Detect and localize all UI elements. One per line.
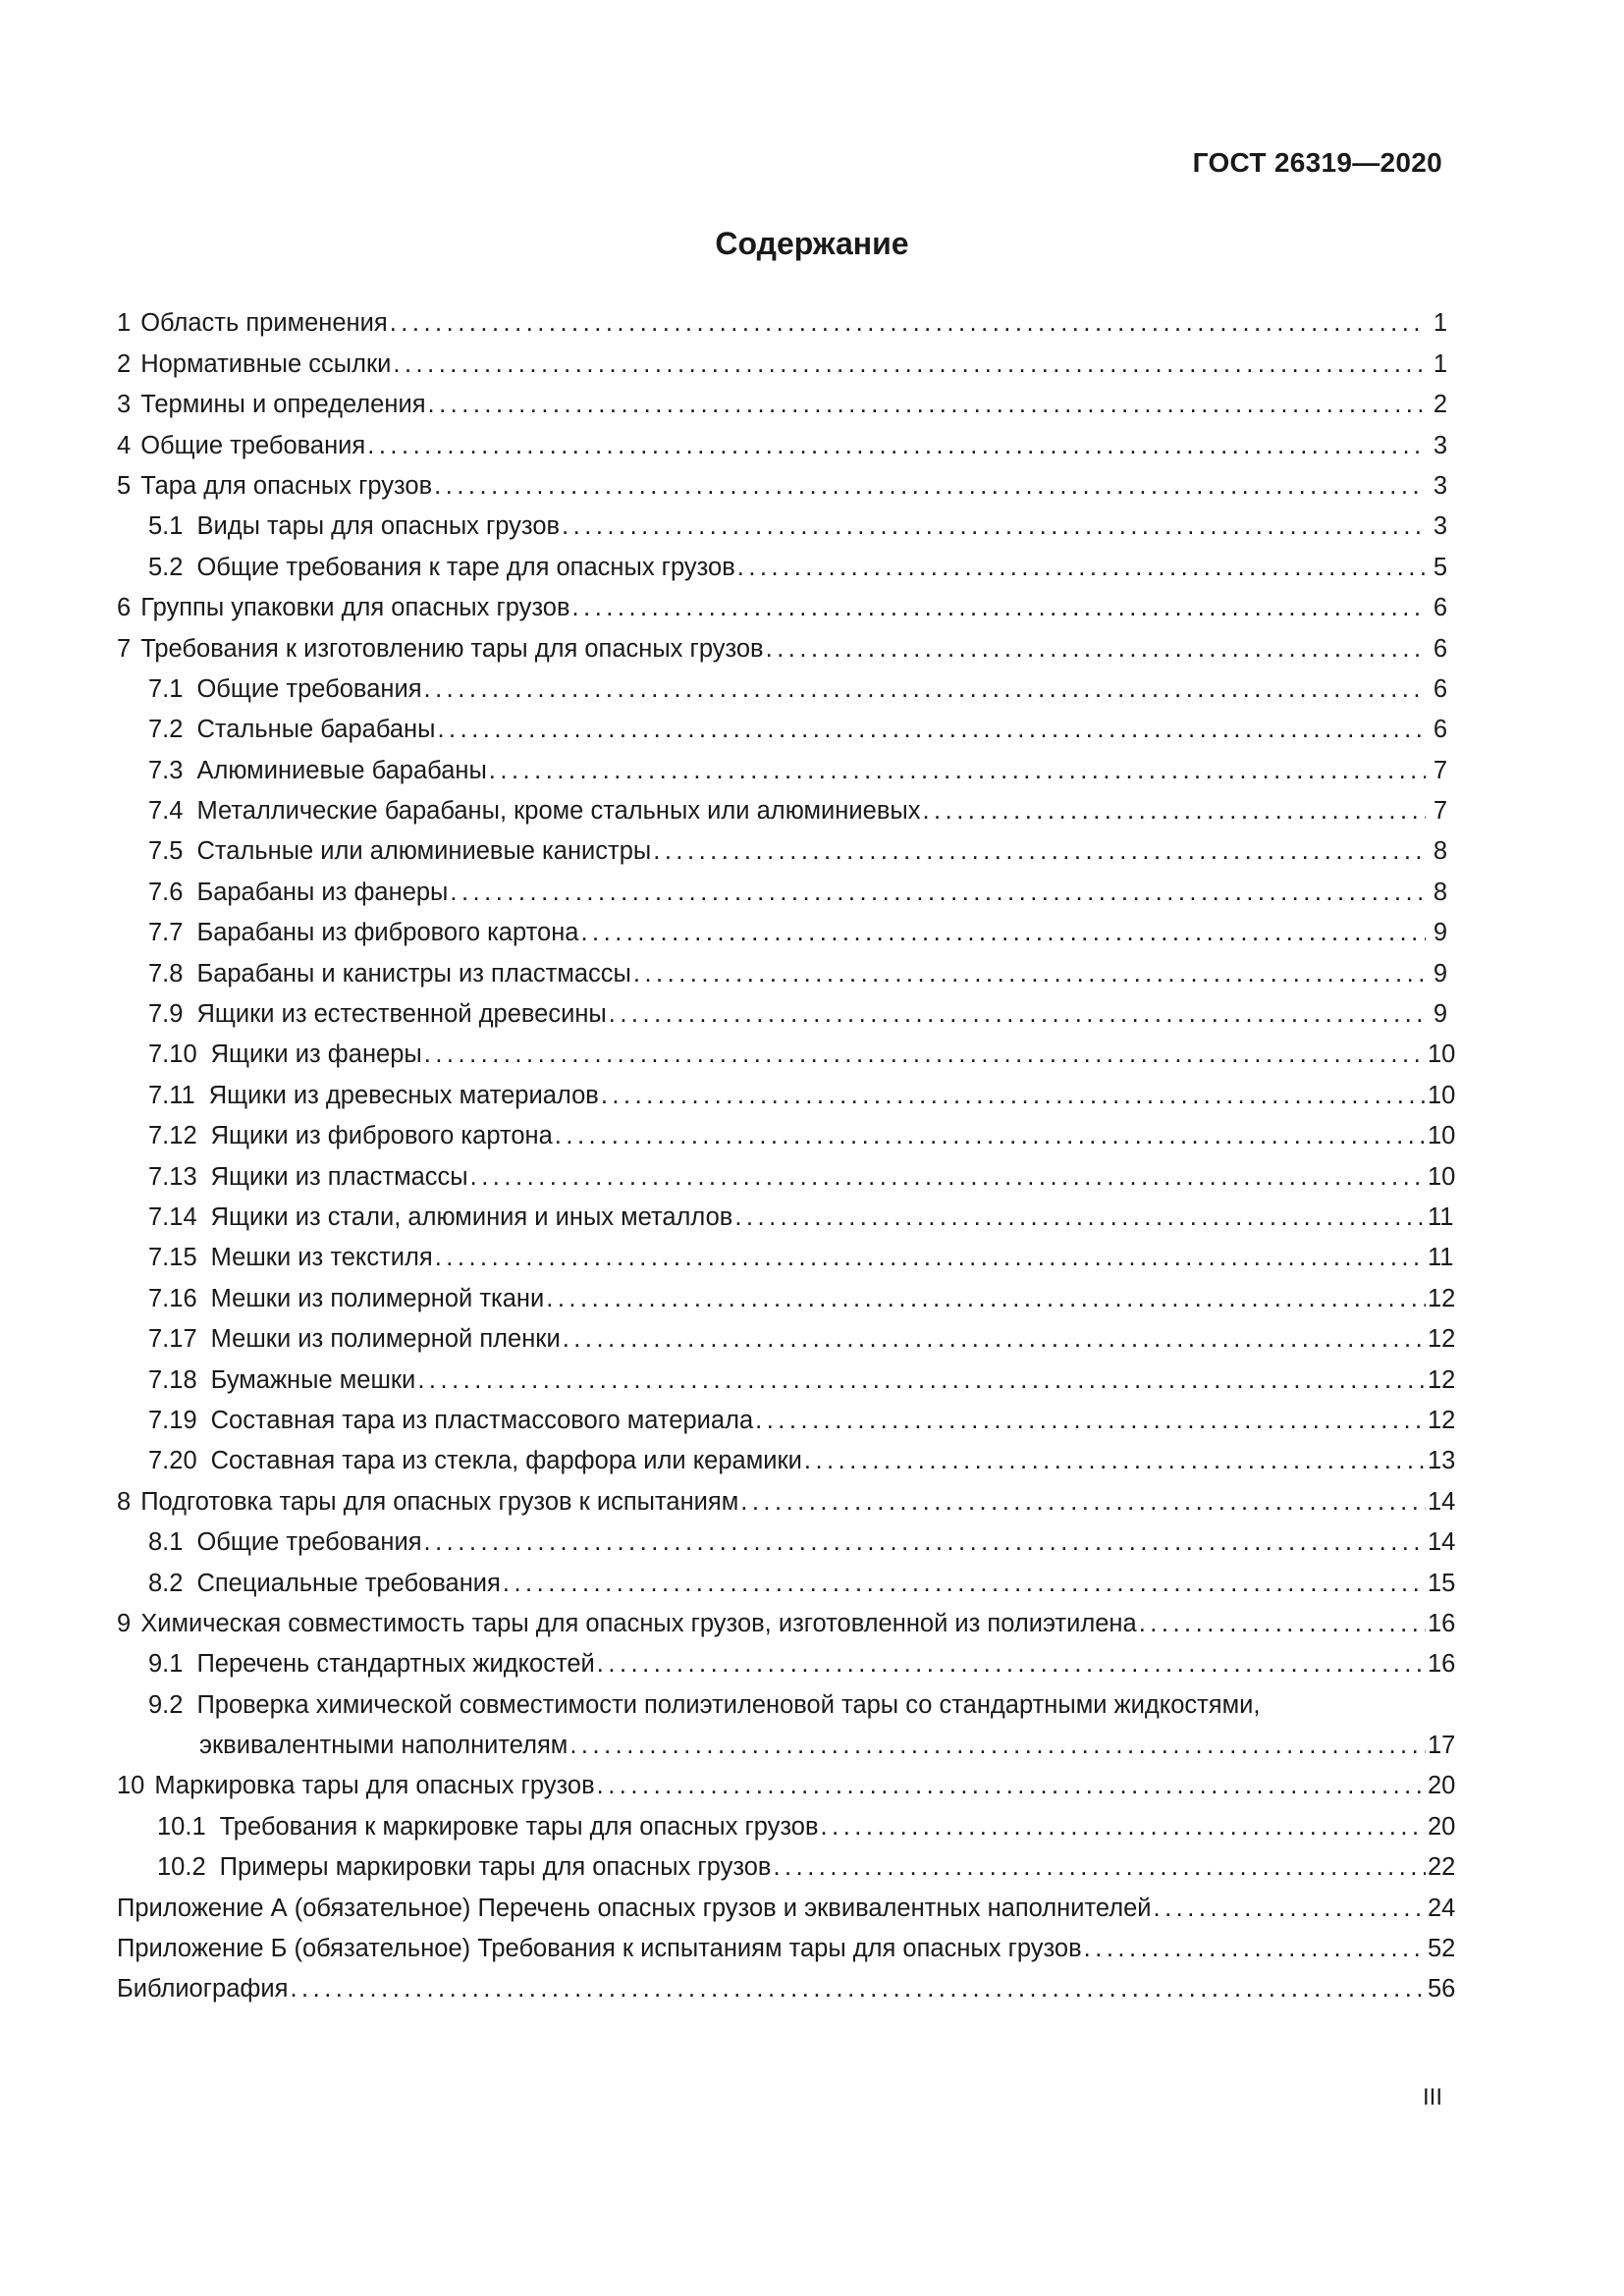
toc-entry-number: 2 xyxy=(117,349,132,378)
toc-entry[interactable] xyxy=(117,1760,1456,1800)
toc-entry-number: 7.20 xyxy=(148,1447,197,1475)
dot-leader xyxy=(597,1649,1426,1679)
toc-entry-page: 6 xyxy=(1433,674,1447,703)
toc-entry-title: Ящики из естественной древесины xyxy=(196,1000,607,1029)
dot-leader xyxy=(766,634,1426,664)
toc-entry-page: 11 xyxy=(1428,1202,1454,1231)
toc-entry-number: 7.19 xyxy=(148,1406,197,1434)
toc-entry-page: 9 xyxy=(1433,1000,1447,1029)
dot-leader xyxy=(773,1852,1426,1882)
toc-entry-number: 5.2 xyxy=(148,553,184,581)
toc-entry-title: Стальные или алюминиевые канистры xyxy=(196,837,652,866)
dot-leader xyxy=(434,471,1426,501)
toc-entry-title: Тара для опасных грузов xyxy=(140,471,433,500)
toc-entry-page: 8 xyxy=(1433,878,1447,906)
toc-entry[interactable] xyxy=(117,1800,1456,1841)
toc-entry[interactable] xyxy=(117,1395,1456,1435)
toc-entry-page: 12 xyxy=(1428,1284,1456,1312)
toc-entry-number: 7.15 xyxy=(148,1244,197,1272)
dot-leader xyxy=(503,1569,1426,1598)
toc-entry-page: 2 xyxy=(1433,391,1447,419)
toc-entry-page: 9 xyxy=(1433,919,1447,947)
toc-entry-number: 7.3 xyxy=(148,756,184,784)
toc-entry-page: 1 xyxy=(1433,309,1447,338)
toc-entry-page: 13 xyxy=(1428,1447,1456,1475)
toc-entry[interactable] xyxy=(117,1232,1454,1272)
toc-entry[interactable] xyxy=(117,622,1447,663)
toc-entry-title: Химическая совместимость тары для опасных грузов, изготовленной из полиэтилена xyxy=(140,1609,1137,1637)
toc-entry-title: Ящики из фибрового картона xyxy=(210,1122,553,1150)
toc-entry-page: 6 xyxy=(1433,634,1447,663)
toc-entry-number: 8 xyxy=(117,1487,132,1516)
toc-entry-number: 9.2 xyxy=(148,1690,184,1719)
toc-entry-number: 7.10 xyxy=(148,1041,197,1069)
toc-entry-page: 10 xyxy=(1428,1081,1456,1109)
toc-entry-title: Область применения xyxy=(140,309,388,338)
dot-leader xyxy=(922,796,1426,826)
dot-leader xyxy=(470,1162,1426,1192)
toc-entry[interactable] xyxy=(117,1150,1456,1191)
toc-entry-title: Мешки из полимерной ткани xyxy=(210,1284,545,1312)
toc-entry-title: Приложение Б (обязательное) Требования к испытаниям тары для опасных грузов xyxy=(117,1935,1082,1963)
dot-leader xyxy=(755,1406,1426,1435)
toc-entry-number: 7.16 xyxy=(148,1284,197,1312)
toc-entry-title: Нормативные ссылки xyxy=(140,349,392,378)
toc-entry[interactable] xyxy=(117,501,1447,541)
toc-entry-title: Ящики из древесных материалов xyxy=(208,1081,599,1109)
toc-entry-title: Маркировка тары для опасных грузов xyxy=(154,1772,595,1800)
dot-leader xyxy=(737,553,1426,582)
toc-entry[interactable] xyxy=(117,664,1447,704)
toc-entry[interactable] xyxy=(117,1475,1456,1516)
toc-entry-page: 14 xyxy=(1428,1487,1456,1516)
toc-entry-number: 5.1 xyxy=(148,512,184,541)
dot-leader xyxy=(290,1974,1426,2003)
toc-entry-number: 6 xyxy=(117,594,132,622)
dot-leader xyxy=(546,1284,1426,1313)
toc-entry-number: 8.2 xyxy=(148,1569,184,1597)
standard-designation: ГОСТ 26319—2020 xyxy=(1192,147,1442,178)
toc-entry-number: 7.5 xyxy=(148,837,184,866)
toc-entry-title: Ящики из пластмассы xyxy=(210,1162,468,1191)
toc-entry[interactable] xyxy=(117,460,1447,501)
dot-leader xyxy=(563,1324,1426,1354)
toc-entry-page: 12 xyxy=(1428,1325,1456,1354)
dot-leader xyxy=(428,390,1427,419)
dot-leader xyxy=(555,1121,1426,1150)
toc-entry-title: Примеры маркировки тары для опасных грузов xyxy=(219,1853,772,1882)
toc-entry[interactable] xyxy=(117,785,1447,826)
dot-leader xyxy=(1139,1609,1426,1638)
toc-entry-title: Бумажные мешки xyxy=(210,1365,416,1394)
dot-leader xyxy=(821,1812,1426,1842)
toc-entry-page: 17 xyxy=(1428,1732,1456,1760)
dot-leader xyxy=(424,1527,1426,1557)
toc-entry-title: Приложение А (обязательное) Перечень опасных грузов и эквивалентных наполнителей xyxy=(117,1894,1152,1922)
toc-entry-title: Составная тара из стекла, фарфора или керамики xyxy=(210,1447,802,1475)
dot-leader xyxy=(489,756,1426,785)
table-of-contents xyxy=(117,297,1456,2003)
toc-entry[interactable] xyxy=(117,1638,1456,1679)
dot-leader xyxy=(609,999,1426,1029)
toc-entry-page: 10 xyxy=(1428,1162,1456,1191)
dot-leader xyxy=(569,1731,1426,1760)
toc-entry-page: 52 xyxy=(1428,1935,1456,1963)
toc-entry-title: Подготовка тары для опасных грузов к испытаниям xyxy=(140,1487,739,1516)
toc-entry[interactable] xyxy=(117,338,1447,378)
toc-entry-page: 5 xyxy=(1433,553,1447,581)
toc-entry-number: 7.13 xyxy=(148,1162,197,1191)
toc-entry-number: 10 xyxy=(117,1772,145,1800)
toc-entry[interactable] xyxy=(117,1110,1456,1150)
toc-entry-title: Барабаны из фибрового картона xyxy=(196,919,579,947)
toc-entry-number: 7 xyxy=(117,634,132,663)
toc-entry-title-continued: эквивалентными наполнителям xyxy=(199,1732,568,1760)
toc-entry-page: 6 xyxy=(1433,594,1447,622)
toc-entry-page: 3 xyxy=(1433,431,1447,459)
toc-entry-page: 12 xyxy=(1428,1406,1456,1434)
toc-entry-number: 7.18 xyxy=(148,1365,197,1394)
toc-entry[interactable] xyxy=(117,744,1447,784)
toc-entry-title: Ящики из фанеры xyxy=(210,1041,422,1069)
toc-entry[interactable] xyxy=(117,866,1447,906)
dot-leader xyxy=(562,511,1426,541)
toc-entry-page: 22 xyxy=(1428,1853,1456,1882)
toc-entry-line xyxy=(148,1679,1447,1719)
toc-entry[interactable] xyxy=(117,988,1447,1029)
toc-entry[interactable] xyxy=(117,1557,1456,1597)
toc-entry-title: Проверка химической совместимости полиэтиленовой тары со стандартными жидкостями, xyxy=(196,1690,1261,1719)
toc-entry-number: 7.8 xyxy=(148,959,184,988)
toc-entry[interactable] xyxy=(117,1963,1456,2003)
toc-entry-number: 10.1 xyxy=(157,1812,206,1841)
toc-entry-page: 14 xyxy=(1428,1528,1456,1557)
toc-entry-number: 7.6 xyxy=(148,878,184,906)
toc-entry[interactable] xyxy=(117,297,1447,338)
toc-entry-number: 7.14 xyxy=(148,1202,197,1231)
dot-leader xyxy=(572,593,1426,622)
toc-entry-number: 7.9 xyxy=(148,1000,184,1029)
toc-entry-page: 10 xyxy=(1428,1122,1456,1150)
toc-entry-number: 8.1 xyxy=(148,1528,184,1557)
toc-entry-number: 7.7 xyxy=(148,919,184,947)
toc-entry-page: 6 xyxy=(1433,716,1447,744)
toc-entry-title: Мешки из текстиля xyxy=(210,1244,433,1272)
toc-entry[interactable] xyxy=(117,1679,1456,1760)
toc-entry[interactable] xyxy=(117,1435,1456,1475)
toc-entry-line xyxy=(148,1720,1456,1760)
toc-entry[interactable] xyxy=(117,1069,1456,1109)
toc-entry-page: 20 xyxy=(1428,1812,1456,1841)
toc-entry[interactable] xyxy=(117,419,1447,459)
toc-entry-title: Металлические барабаны, кроме стальных или алюминиевых xyxy=(196,797,921,826)
toc-entry-page: 12 xyxy=(1428,1365,1456,1394)
toc-entry[interactable] xyxy=(117,907,1447,947)
toc-entry-number: 3 xyxy=(117,391,132,419)
toc-entry-title: Составная тара из пластмассового материала xyxy=(210,1406,754,1434)
toc-entry-number: 7.1 xyxy=(148,674,184,703)
dot-leader xyxy=(601,1081,1426,1110)
dot-leader xyxy=(424,674,1426,704)
toc-entry-number: 10.2 xyxy=(157,1853,206,1882)
toc-entry-number: 9 xyxy=(117,1609,132,1637)
toc-entry[interactable] xyxy=(117,1517,1456,1557)
dot-leader xyxy=(580,918,1426,947)
toc-entry-title: Общие требования xyxy=(196,1528,422,1557)
dot-leader xyxy=(424,1040,1426,1069)
toc-entry-page: 15 xyxy=(1428,1569,1456,1597)
toc-entry-page: 16 xyxy=(1428,1650,1456,1679)
toc-entry-page: 7 xyxy=(1433,797,1447,826)
toc-entry-page: 20 xyxy=(1428,1772,1456,1800)
toc-entry-title: Барабаны и канистры из пластмассы xyxy=(196,959,631,988)
dot-leader xyxy=(417,1365,1426,1395)
toc-entry-title: Барабаны из фанеры xyxy=(196,878,449,906)
toc-entry[interactable] xyxy=(117,541,1447,581)
toc-entry-title: Требования к изготовлению тары для опасных грузов xyxy=(140,634,764,663)
dot-leader xyxy=(597,1771,1426,1800)
toc-entry[interactable] xyxy=(117,947,1447,988)
toc-entry-page: 11 xyxy=(1428,1244,1454,1272)
toc-entry-title: Специальные требования xyxy=(196,1569,501,1597)
toc-entry-page: 56 xyxy=(1428,1975,1456,2003)
toc-entry-title: Общие требования xyxy=(196,674,422,703)
toc-entry-page: 1 xyxy=(1433,349,1447,378)
toc-entry-page: 16 xyxy=(1428,1609,1456,1637)
toc-entry-page: 7 xyxy=(1433,756,1447,784)
toc-entry-number: 7.12 xyxy=(148,1122,197,1150)
dot-leader xyxy=(740,1487,1426,1517)
toc-entry[interactable] xyxy=(117,1842,1456,1882)
toc-entry[interactable] xyxy=(117,379,1447,419)
toc-entry[interactable] xyxy=(117,704,1447,744)
toc-entry-number: 7.11 xyxy=(148,1081,195,1109)
dot-leader xyxy=(1084,1934,1426,1963)
toc-entry-number: 7.2 xyxy=(148,716,184,744)
toc-entry-number: 1 xyxy=(117,309,132,338)
toc-entry-title: Стальные барабаны xyxy=(196,716,436,744)
toc-entry-number: 9.1 xyxy=(148,1650,184,1679)
toc-entry[interactable] xyxy=(117,1354,1456,1394)
page-number: III xyxy=(1422,2084,1442,2110)
dot-leader xyxy=(633,959,1426,988)
toc-entry-page: 10 xyxy=(1428,1041,1456,1069)
dot-leader xyxy=(435,1243,1426,1272)
toc-entry[interactable] xyxy=(117,1029,1456,1069)
toc-entry-title: Требования к маркировке тары для опасных грузов xyxy=(219,1812,819,1841)
toc-entry-title: Группы упаковки для опасных грузов xyxy=(140,594,570,622)
toc-entry-page: 3 xyxy=(1433,471,1447,500)
toc-entry-title: Общие требования к таре для опасных грузов xyxy=(196,553,735,581)
toc-entry-page: 9 xyxy=(1433,959,1447,988)
toc-entry-page: 24 xyxy=(1428,1894,1456,1922)
page-title: Содержание xyxy=(715,226,909,261)
toc-entry[interactable] xyxy=(117,1598,1456,1638)
toc-entry-title: Ящики из стали, алюминия и иных металлов xyxy=(210,1202,733,1231)
dot-leader xyxy=(734,1202,1426,1232)
toc-entry-title: Общие требования xyxy=(140,431,366,459)
toc-entry-title: Мешки из полимерной пленки xyxy=(210,1325,561,1354)
dot-leader xyxy=(393,349,1426,379)
dot-leader xyxy=(437,715,1426,744)
toc-entry-number: 7.17 xyxy=(148,1325,197,1354)
toc-entry-number: 4 xyxy=(117,431,132,459)
dot-leader xyxy=(390,308,1426,338)
toc-entry[interactable] xyxy=(117,1882,1456,1922)
toc-entry-number: 7.4 xyxy=(148,797,184,826)
dot-leader xyxy=(1154,1894,1426,1923)
toc-entry[interactable] xyxy=(117,1192,1454,1232)
toc-entry[interactable] xyxy=(117,582,1447,622)
toc-entry-title: Термины и определения xyxy=(140,391,426,419)
toc-entry[interactable] xyxy=(117,1923,1456,1963)
toc-entry-title: Виды тары для опасных грузов xyxy=(196,512,561,541)
dot-leader xyxy=(450,878,1426,907)
toc-entry[interactable] xyxy=(117,826,1447,866)
toc-entry[interactable] xyxy=(117,1313,1456,1354)
dot-leader xyxy=(653,836,1426,866)
toc-entry-title: Алюминиевые барабаны xyxy=(196,756,487,784)
toc-entry[interactable] xyxy=(117,1272,1456,1312)
toc-entry-title: Библиография xyxy=(117,1975,289,2003)
dot-leader xyxy=(804,1446,1426,1475)
toc-entry-page: 3 xyxy=(1433,512,1447,541)
dot-leader xyxy=(367,431,1426,460)
toc-entry-title: Перечень стандартных жидкостей xyxy=(196,1650,595,1679)
toc-entry-number: 5 xyxy=(117,471,132,500)
toc-entry-page: 8 xyxy=(1433,837,1447,866)
